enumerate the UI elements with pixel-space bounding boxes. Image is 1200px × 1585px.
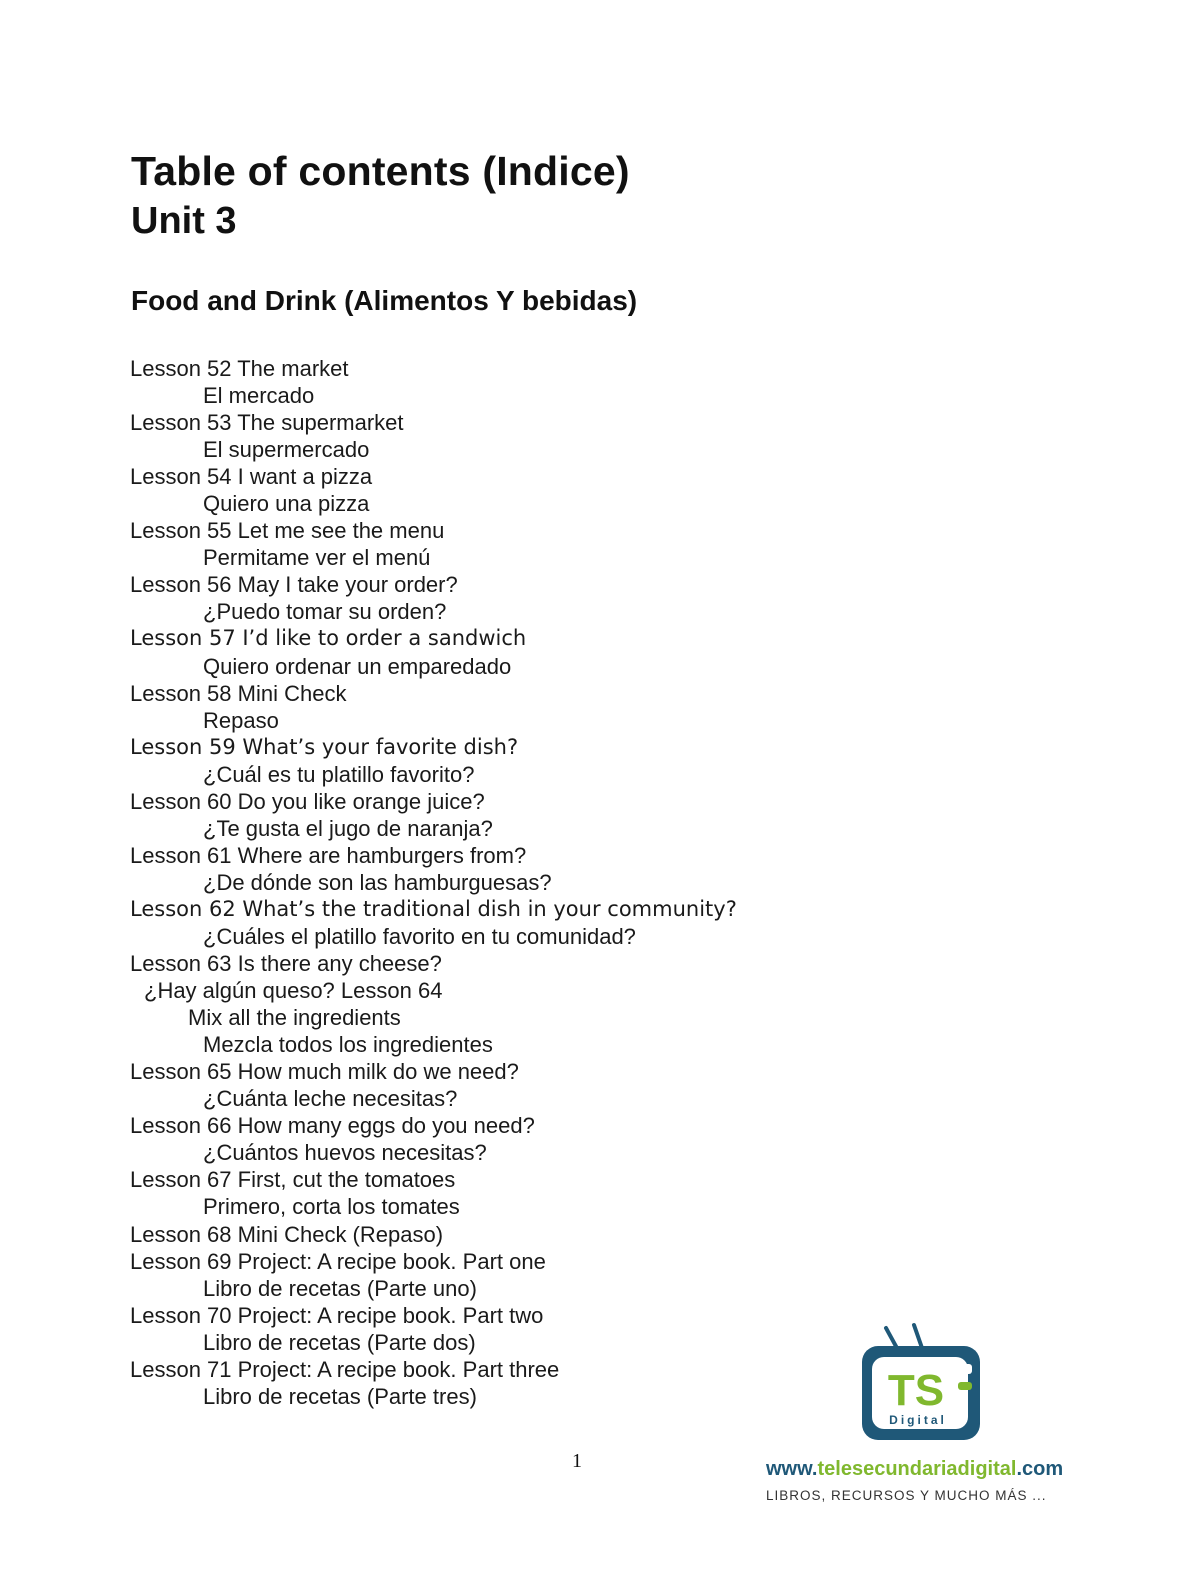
list-item: ¿Hay algún queso? Lesson 64	[144, 978, 443, 1004]
lesson-list	[130, 355, 737, 1410]
logo-tagline: LIBROS, RECURSOS Y MUCHO MÁS ...	[766, 1488, 1047, 1503]
section-heading: Food and Drink (Alimentos Y bebidas)	[131, 285, 638, 316]
list-item: Lesson 57 I’d like to order a sandwich	[130, 626, 527, 651]
list-item: Lesson 68 Mini Check (Repaso)	[130, 1221, 444, 1247]
list-item: Quiero ordenar un emparedado	[203, 653, 512, 679]
list-item: ¿Puedo tomar su orden?	[203, 599, 447, 625]
list-item: Lesson 70 Project: A recipe book. Part two	[130, 1302, 544, 1328]
list-item: Lesson 65 How much milk do we need?	[130, 1059, 519, 1085]
list-item: Lesson 59 What’s your favorite dish?	[130, 734, 519, 759]
list-item: Mezcla todos los ingredientes	[203, 1032, 493, 1058]
website-url	[766, 1458, 1063, 1481]
page-number: 1	[572, 1450, 582, 1472]
list-item: ¿Cuáles el platillo favorito en tu comunidad?	[203, 923, 636, 949]
list-item: Lesson 58 Mini Check	[130, 680, 347, 706]
list-item: Lesson 61 Where are hamburgers from?	[130, 842, 527, 868]
logo-badge-text: TS	[887, 1366, 945, 1415]
ts-digital-tv-logo-icon	[858, 1322, 986, 1446]
list-item: Lesson 60 Do you like orange juice?	[130, 788, 485, 814]
list-item: Lesson 55 Let me see the menu	[130, 518, 445, 544]
list-item: Mix all the ingredients	[188, 1005, 401, 1031]
list-item: Lesson 54 I want a pizza	[130, 464, 373, 490]
list-item: ¿Cuántos huevos necesitas?	[203, 1140, 487, 1166]
list-item: Lesson 62 What’s the traditional dish in your community?	[130, 896, 737, 921]
list-item: Lesson 53 The supermarket	[130, 410, 404, 436]
list-item: Lesson 67 First, cut the tomatoes	[130, 1167, 456, 1193]
list-item: Lesson 71 Project: A recipe book. Part three	[130, 1356, 560, 1382]
list-item: ¿De dónde son las hamburguesas?	[203, 869, 552, 895]
list-item: Lesson 52 The market	[130, 356, 349, 381]
list-item: El supermercado	[203, 437, 370, 463]
list-item: Lesson 69 Project: A recipe book. Part one	[130, 1248, 546, 1274]
list-item: Libro de recetas (Parte uno)	[203, 1275, 477, 1301]
list-item: Repaso	[203, 707, 279, 733]
url-prefix: www.	[766, 1458, 818, 1480]
url-name: telesecundariadigital	[817, 1458, 1017, 1480]
list-item: Permitame ver el menú	[203, 545, 431, 571]
list-item: Libro de recetas (Parte dos)	[203, 1329, 476, 1355]
list-item: Lesson 66 How many eggs do you need?	[130, 1113, 535, 1139]
list-item: ¿Cuánta leche necesitas?	[203, 1086, 458, 1112]
list-item: Lesson 63 Is there any cheese?	[130, 951, 442, 977]
list-item: ¿Te gusta el jugo de naranja?	[203, 815, 493, 841]
list-item: Quiero una pizza	[203, 491, 370, 517]
list-item: Primero, corta los tomates	[203, 1194, 460, 1220]
list-item: Lesson 56 May I take your order?	[130, 572, 458, 598]
list-item: El mercado	[203, 383, 315, 409]
list-item: Libro de recetas (Parte tres)	[203, 1383, 477, 1409]
unit-heading: Unit 3	[131, 200, 237, 242]
logo-badge-subtext: Digital	[889, 1413, 947, 1427]
list-item: ¿Cuál es tu platillo favorito?	[203, 761, 475, 787]
url-suffix: .com	[1016, 1458, 1064, 1480]
page-title: Table of contents (Indice)	[131, 148, 630, 194]
